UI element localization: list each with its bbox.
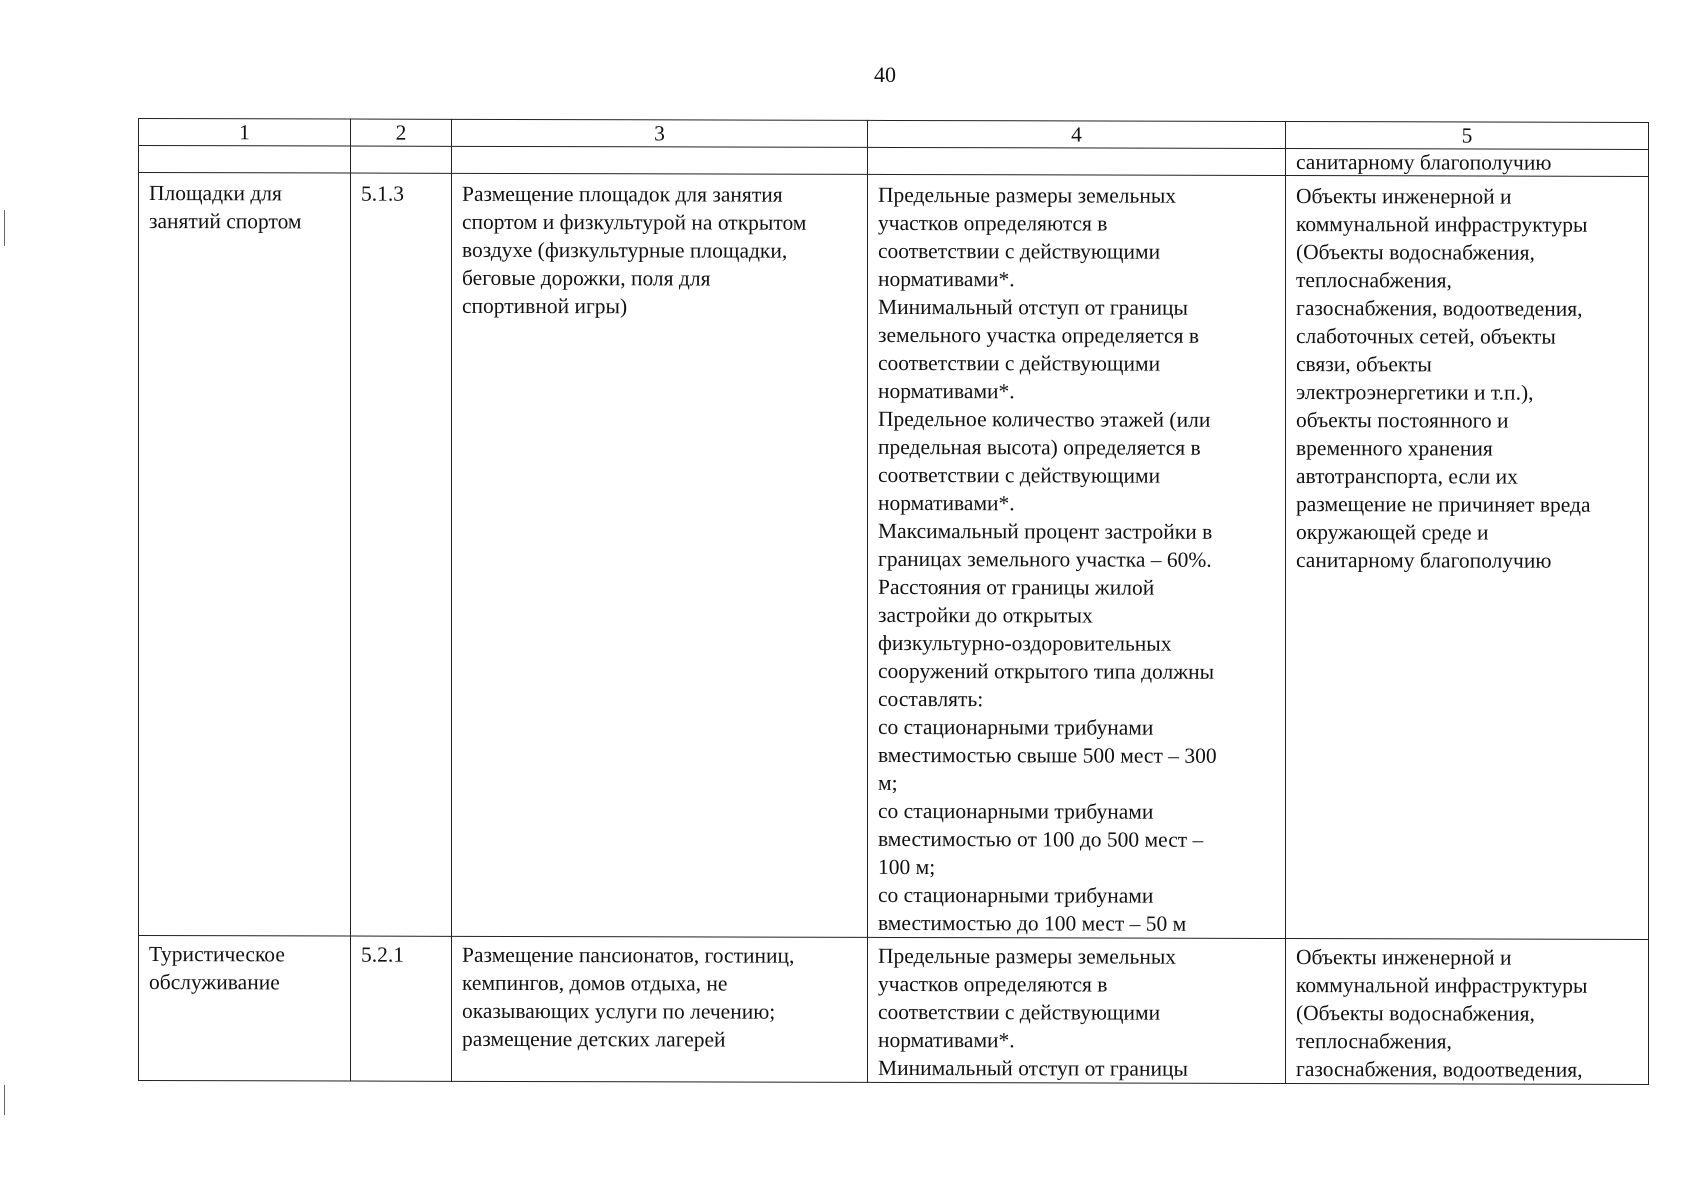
construction-parameters-cell: Предельные размеры земельных участков определяются в соответствии с действующими нормативами*. Минимальный отступ от границы xyxy=(868,937,1286,1083)
continuation-cell-1 xyxy=(139,146,351,174)
land-use-description-cell: Размещение площадок для занятия спортом и физкультурой на открытом воздухе (физкультурные площадки, беговые дорожки, поля для спортивной игры) xyxy=(452,173,868,937)
continuation-cell-5: санитарному благополучию xyxy=(1286,149,1649,177)
column-number-3: 3 xyxy=(452,119,868,147)
page-number: 40 xyxy=(874,62,896,87)
table-row xyxy=(139,173,1649,940)
column-number-4: 4 xyxy=(868,120,1286,148)
continuation-row xyxy=(139,146,1649,177)
land-use-name-cell: Площадки для занятий спортом xyxy=(139,173,351,937)
continuation-cell-2 xyxy=(351,146,452,173)
land-use-code-cell: 5.2.1 xyxy=(351,936,452,1081)
scan-margin-mark-top xyxy=(4,210,5,246)
land-use-name-cell: Туристическое обслуживание xyxy=(139,936,351,1082)
continuation-cell-3 xyxy=(452,146,868,174)
auxiliary-uses-cell: Объекты инженерной и коммунальной инфраструктуры (Объекты водоснабжения, теплоснабжения, газоснабжения, водоотведения, xyxy=(1286,939,1649,1085)
regulations-table xyxy=(138,118,1649,1085)
land-use-description-cell: Размещение пансионатов, гостиниц, кемпингов, домов отдыха, не оказывающих услуги по лечению; размещение детских лагерей xyxy=(452,936,868,1082)
table-header-row xyxy=(139,119,1649,150)
column-number-1: 1 xyxy=(139,119,351,147)
construction-parameters-cell: Предельные размеры земельных участков определяются в соответствии с действующими нормативами*. Минимальный отступ от границы земельного участка определяется в соответствии с действующими нормативами*. Предельное количество этажей (или предельная высота) определяется в соответствии с действующими нормативами*. Максимальный процент застройки в границах земельного участка – 60%. Расстояния от границы жилой застройки до открытых физкультурно-оздоровительных сооружений открытого типа должны составлять: со стационарными трибунами вместимостью свыше 500 мест – 300 м; со стационарными трибунами вместимостью от 100 до 500 мест – 100 м; со стационарными трибунами вместимостью до 100 мест – 50 м xyxy=(868,174,1286,938)
auxiliary-uses-cell: Объекты инженерной и коммунальной инфраструктуры (Объекты водоснабжения, теплоснабжения, газоснабжения, водоотведения, слаботочных сетей, объекты связи, объекты электроэнергетики и т.п.), объекты постоянного и временного хранения автотранспорта, если их размещение не причиняет вреда окружающей среде и санитарному благополучию xyxy=(1286,176,1649,940)
column-number-5: 5 xyxy=(1286,122,1649,150)
continuation-cell-4 xyxy=(868,147,1286,175)
column-number-2: 2 xyxy=(351,119,452,146)
land-use-code-cell: 5.1.3 xyxy=(351,173,452,936)
scan-margin-mark-bottom xyxy=(4,1085,5,1115)
table-row xyxy=(139,936,1649,1085)
